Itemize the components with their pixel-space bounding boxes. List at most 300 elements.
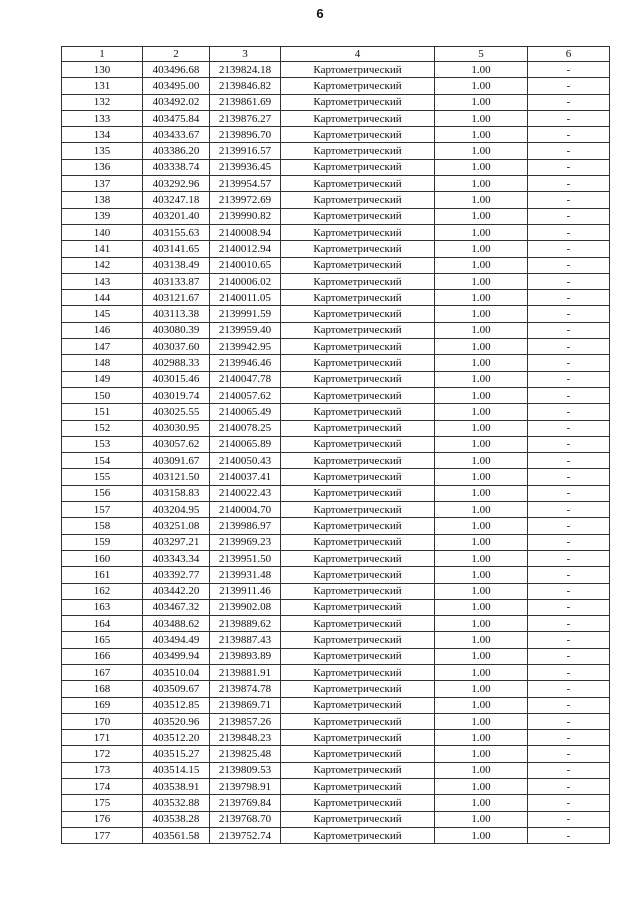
method-cell: Картометрический [281, 746, 435, 762]
y-coordinate-cell: 2139876.27 [210, 110, 281, 126]
x-coordinate-cell: 402988.33 [143, 355, 210, 371]
table-row [62, 762, 610, 778]
y-coordinate-cell: 2140047.78 [210, 371, 281, 387]
x-coordinate-cell: 403538.91 [143, 779, 210, 795]
table-body [62, 62, 610, 844]
precision-cell: 1.00 [435, 632, 528, 648]
y-coordinate-cell: 2140012.94 [210, 241, 281, 257]
method-cell: Картометрический [281, 355, 435, 371]
point-number-cell: 136 [62, 159, 143, 175]
x-coordinate-cell: 403538.28 [143, 811, 210, 827]
precision-cell: 1.00 [435, 273, 528, 289]
y-coordinate-cell: 2139825.48 [210, 746, 281, 762]
table-row [62, 436, 610, 452]
precision-cell: 1.00 [435, 241, 528, 257]
y-coordinate-cell: 2139889.62 [210, 616, 281, 632]
note-cell: - [528, 290, 610, 306]
y-coordinate-cell: 2139768.70 [210, 811, 281, 827]
precision-cell: 1.00 [435, 469, 528, 485]
method-cell: Картометрический [281, 762, 435, 778]
method-cell: Картометрический [281, 713, 435, 729]
x-coordinate-cell: 403532.88 [143, 795, 210, 811]
point-number-cell: 143 [62, 273, 143, 289]
point-number-cell: 146 [62, 322, 143, 338]
x-coordinate-cell: 403080.39 [143, 322, 210, 338]
method-cell: Картометрический [281, 534, 435, 550]
note-cell: - [528, 78, 610, 94]
x-coordinate-cell: 403561.58 [143, 827, 210, 843]
note-cell: - [528, 355, 610, 371]
y-coordinate-cell: 2139936.45 [210, 159, 281, 175]
x-coordinate-cell: 403158.83 [143, 485, 210, 501]
point-number-cell: 155 [62, 469, 143, 485]
table-row [62, 94, 610, 110]
x-coordinate-cell: 403510.04 [143, 664, 210, 680]
x-coordinate-cell: 403496.68 [143, 62, 210, 78]
method-cell: Картометрический [281, 616, 435, 632]
point-number-cell: 173 [62, 762, 143, 778]
page-number: 6 [316, 6, 324, 21]
table-row [62, 664, 610, 680]
method-cell: Картометрический [281, 730, 435, 746]
x-coordinate-cell: 403025.55 [143, 404, 210, 420]
x-coordinate-cell: 403141.65 [143, 241, 210, 257]
point-number-cell: 161 [62, 567, 143, 583]
column-header: 5 [435, 47, 528, 62]
table-row [62, 811, 610, 827]
table-row [62, 453, 610, 469]
point-number-cell: 156 [62, 485, 143, 501]
note-cell: - [528, 762, 610, 778]
precision-cell: 1.00 [435, 322, 528, 338]
note-cell: - [528, 224, 610, 240]
x-coordinate-cell: 403512.85 [143, 697, 210, 713]
y-coordinate-cell: 2140078.25 [210, 420, 281, 436]
precision-cell: 1.00 [435, 599, 528, 615]
precision-cell: 1.00 [435, 648, 528, 664]
note-cell: - [528, 339, 610, 355]
y-coordinate-cell: 2140008.94 [210, 224, 281, 240]
precision-cell: 1.00 [435, 485, 528, 501]
note-cell: - [528, 648, 610, 664]
method-cell: Картометрический [281, 404, 435, 420]
note-cell: - [528, 746, 610, 762]
column-header: 4 [281, 47, 435, 62]
y-coordinate-cell: 2139916.57 [210, 143, 281, 159]
note-cell: - [528, 404, 610, 420]
precision-cell: 1.00 [435, 681, 528, 697]
y-coordinate-cell: 2139972.69 [210, 192, 281, 208]
note-cell: - [528, 257, 610, 273]
table-row [62, 469, 610, 485]
x-coordinate-cell: 403201.40 [143, 208, 210, 224]
point-number-cell: 154 [62, 453, 143, 469]
y-coordinate-cell: 2140004.70 [210, 502, 281, 518]
method-cell: Картометрический [281, 110, 435, 126]
precision-cell: 1.00 [435, 62, 528, 78]
y-coordinate-cell: 2139959.40 [210, 322, 281, 338]
note-cell: - [528, 681, 610, 697]
x-coordinate-cell: 403057.62 [143, 436, 210, 452]
x-coordinate-cell: 403475.84 [143, 110, 210, 126]
x-coordinate-cell: 403121.50 [143, 469, 210, 485]
point-number-cell: 171 [62, 730, 143, 746]
method-cell: Картометрический [281, 599, 435, 615]
precision-cell: 1.00 [435, 827, 528, 843]
method-cell: Картометрический [281, 681, 435, 697]
precision-cell: 1.00 [435, 436, 528, 452]
point-number-cell: 153 [62, 436, 143, 452]
note-cell: - [528, 159, 610, 175]
point-number-cell: 147 [62, 339, 143, 355]
y-coordinate-cell: 2139942.95 [210, 339, 281, 355]
x-coordinate-cell: 403121.67 [143, 290, 210, 306]
method-cell: Картометрический [281, 143, 435, 159]
table-row [62, 208, 610, 224]
x-coordinate-cell: 403015.46 [143, 371, 210, 387]
table-row [62, 632, 610, 648]
table-row [62, 746, 610, 762]
point-number-cell: 166 [62, 648, 143, 664]
table-row [62, 78, 610, 94]
precision-cell: 1.00 [435, 518, 528, 534]
point-number-cell: 165 [62, 632, 143, 648]
method-cell: Картометрический [281, 518, 435, 534]
point-number-cell: 140 [62, 224, 143, 240]
point-number-cell: 169 [62, 697, 143, 713]
note-cell: - [528, 697, 610, 713]
precision-cell: 1.00 [435, 127, 528, 143]
table-row [62, 322, 610, 338]
table-row [62, 599, 610, 615]
precision-cell: 1.00 [435, 371, 528, 387]
x-coordinate-cell: 403297.21 [143, 534, 210, 550]
note-cell: - [528, 94, 610, 110]
precision-cell: 1.00 [435, 306, 528, 322]
point-number-cell: 157 [62, 502, 143, 518]
method-cell: Картометрический [281, 224, 435, 240]
method-cell: Картометрический [281, 469, 435, 485]
y-coordinate-cell: 2139769.84 [210, 795, 281, 811]
method-cell: Картометрический [281, 127, 435, 143]
method-cell: Картометрический [281, 257, 435, 273]
precision-cell: 1.00 [435, 192, 528, 208]
point-number-cell: 163 [62, 599, 143, 615]
method-cell: Картометрический [281, 811, 435, 827]
table-row [62, 550, 610, 566]
precision-cell: 1.00 [435, 94, 528, 110]
method-cell: Картометрический [281, 78, 435, 94]
note-cell: - [528, 453, 610, 469]
point-number-cell: 167 [62, 664, 143, 680]
x-coordinate-cell: 403037.60 [143, 339, 210, 355]
point-number-cell: 142 [62, 257, 143, 273]
y-coordinate-cell: 2139848.23 [210, 730, 281, 746]
x-coordinate-cell: 403492.02 [143, 94, 210, 110]
note-cell: - [528, 534, 610, 550]
note-cell: - [528, 599, 610, 615]
point-number-cell: 145 [62, 306, 143, 322]
table-row [62, 697, 610, 713]
precision-cell: 1.00 [435, 224, 528, 240]
x-coordinate-cell: 403251.08 [143, 518, 210, 534]
table-row [62, 339, 610, 355]
precision-cell: 1.00 [435, 355, 528, 371]
note-cell: - [528, 127, 610, 143]
table-row [62, 257, 610, 273]
point-number-cell: 175 [62, 795, 143, 811]
precision-cell: 1.00 [435, 78, 528, 94]
point-number-cell: 174 [62, 779, 143, 795]
method-cell: Картометрический [281, 502, 435, 518]
method-cell: Картометрический [281, 795, 435, 811]
point-number-cell: 170 [62, 713, 143, 729]
point-number-cell: 137 [62, 176, 143, 192]
method-cell: Картометрический [281, 208, 435, 224]
y-coordinate-cell: 2139846.82 [210, 78, 281, 94]
table-row [62, 404, 610, 420]
y-coordinate-cell: 2140037.41 [210, 469, 281, 485]
method-cell: Картометрический [281, 827, 435, 843]
x-coordinate-cell: 403133.87 [143, 273, 210, 289]
table-row [62, 355, 610, 371]
point-number-cell: 160 [62, 550, 143, 566]
x-coordinate-cell: 403030.95 [143, 420, 210, 436]
column-header: 6 [528, 47, 610, 62]
note-cell: - [528, 273, 610, 289]
x-coordinate-cell: 403247.18 [143, 192, 210, 208]
method-cell: Картометрический [281, 176, 435, 192]
note-cell: - [528, 518, 610, 534]
x-coordinate-cell: 403338.74 [143, 159, 210, 175]
x-coordinate-cell: 403509.67 [143, 681, 210, 697]
table-row [62, 224, 610, 240]
y-coordinate-cell: 2139798.91 [210, 779, 281, 795]
x-coordinate-cell: 403386.20 [143, 143, 210, 159]
table-row [62, 62, 610, 78]
table-header-row [62, 47, 610, 62]
method-cell: Картометрический [281, 241, 435, 257]
point-number-cell: 172 [62, 746, 143, 762]
point-number-cell: 133 [62, 110, 143, 126]
y-coordinate-cell: 2139954.57 [210, 176, 281, 192]
y-coordinate-cell: 2140006.02 [210, 273, 281, 289]
note-cell: - [528, 371, 610, 387]
point-number-cell: 149 [62, 371, 143, 387]
point-number-cell: 131 [62, 78, 143, 94]
precision-cell: 1.00 [435, 730, 528, 746]
method-cell: Картометрический [281, 339, 435, 355]
x-coordinate-cell: 403113.38 [143, 306, 210, 322]
x-coordinate-cell: 403512.20 [143, 730, 210, 746]
note-cell: - [528, 664, 610, 680]
y-coordinate-cell: 2140050.43 [210, 453, 281, 469]
note-cell: - [528, 387, 610, 403]
x-coordinate-cell: 403499.94 [143, 648, 210, 664]
x-coordinate-cell: 403204.95 [143, 502, 210, 518]
precision-cell: 1.00 [435, 550, 528, 566]
precision-cell: 1.00 [435, 616, 528, 632]
x-coordinate-cell: 403138.49 [143, 257, 210, 273]
coordinates-table [61, 46, 610, 844]
table-row [62, 371, 610, 387]
x-coordinate-cell: 403091.67 [143, 453, 210, 469]
y-coordinate-cell: 2139911.46 [210, 583, 281, 599]
table-row [62, 616, 610, 632]
column-header: 3 [210, 47, 281, 62]
note-cell: - [528, 469, 610, 485]
x-coordinate-cell: 403514.15 [143, 762, 210, 778]
note-cell: - [528, 176, 610, 192]
precision-cell: 1.00 [435, 762, 528, 778]
method-cell: Картометрический [281, 648, 435, 664]
precision-cell: 1.00 [435, 502, 528, 518]
note-cell: - [528, 616, 610, 632]
method-cell: Картометрический [281, 697, 435, 713]
y-coordinate-cell: 2139809.53 [210, 762, 281, 778]
y-coordinate-cell: 2139951.50 [210, 550, 281, 566]
table-row [62, 159, 610, 175]
table-row [62, 143, 610, 159]
precision-cell: 1.00 [435, 664, 528, 680]
point-number-cell: 135 [62, 143, 143, 159]
note-cell: - [528, 436, 610, 452]
y-coordinate-cell: 2139881.91 [210, 664, 281, 680]
point-number-cell: 164 [62, 616, 143, 632]
point-number-cell: 134 [62, 127, 143, 143]
x-coordinate-cell: 403495.00 [143, 78, 210, 94]
x-coordinate-cell: 403392.77 [143, 567, 210, 583]
precision-cell: 1.00 [435, 534, 528, 550]
y-coordinate-cell: 2139946.46 [210, 355, 281, 371]
y-coordinate-cell: 2139991.59 [210, 306, 281, 322]
note-cell: - [528, 811, 610, 827]
precision-cell: 1.00 [435, 779, 528, 795]
x-coordinate-cell: 403343.34 [143, 550, 210, 566]
table-row [62, 290, 610, 306]
y-coordinate-cell: 2139990.82 [210, 208, 281, 224]
y-coordinate-cell: 2139931.48 [210, 567, 281, 583]
point-number-cell: 148 [62, 355, 143, 371]
x-coordinate-cell: 403488.62 [143, 616, 210, 632]
point-number-cell: 141 [62, 241, 143, 257]
precision-cell: 1.00 [435, 257, 528, 273]
precision-cell: 1.00 [435, 453, 528, 469]
y-coordinate-cell: 2139986.97 [210, 518, 281, 534]
precision-cell: 1.00 [435, 811, 528, 827]
method-cell: Картометрический [281, 387, 435, 403]
column-header: 2 [143, 47, 210, 62]
y-coordinate-cell: 2139969.23 [210, 534, 281, 550]
precision-cell: 1.00 [435, 404, 528, 420]
precision-cell: 1.00 [435, 713, 528, 729]
table-row [62, 567, 610, 583]
point-number-cell: 144 [62, 290, 143, 306]
y-coordinate-cell: 2139824.18 [210, 62, 281, 78]
precision-cell: 1.00 [435, 387, 528, 403]
method-cell: Картометрический [281, 664, 435, 680]
note-cell: - [528, 730, 610, 746]
precision-cell: 1.00 [435, 176, 528, 192]
table-row [62, 583, 610, 599]
y-coordinate-cell: 2140010.65 [210, 257, 281, 273]
x-coordinate-cell: 403520.96 [143, 713, 210, 729]
point-number-cell: 168 [62, 681, 143, 697]
method-cell: Картометрический [281, 485, 435, 501]
method-cell: Картометрический [281, 436, 435, 452]
x-coordinate-cell: 403019.74 [143, 387, 210, 403]
method-cell: Картометрический [281, 94, 435, 110]
method-cell: Картометрический [281, 453, 435, 469]
point-number-cell: 162 [62, 583, 143, 599]
precision-cell: 1.00 [435, 290, 528, 306]
precision-cell: 1.00 [435, 567, 528, 583]
table-row [62, 795, 610, 811]
table-row [62, 127, 610, 143]
precision-cell: 1.00 [435, 208, 528, 224]
point-number-cell: 138 [62, 192, 143, 208]
note-cell: - [528, 110, 610, 126]
precision-cell: 1.00 [435, 339, 528, 355]
method-cell: Картометрический [281, 632, 435, 648]
note-cell: - [528, 827, 610, 843]
y-coordinate-cell: 2139874.78 [210, 681, 281, 697]
method-cell: Картометрический [281, 420, 435, 436]
table-row [62, 176, 610, 192]
method-cell: Картометрический [281, 550, 435, 566]
y-coordinate-cell: 2140022.43 [210, 485, 281, 501]
y-coordinate-cell: 2139893.89 [210, 648, 281, 664]
x-coordinate-cell: 403155.63 [143, 224, 210, 240]
point-number-cell: 158 [62, 518, 143, 534]
y-coordinate-cell: 2139861.69 [210, 94, 281, 110]
x-coordinate-cell: 403467.32 [143, 599, 210, 615]
table-row [62, 518, 610, 534]
precision-cell: 1.00 [435, 420, 528, 436]
method-cell: Картометрический [281, 62, 435, 78]
note-cell: - [528, 420, 610, 436]
y-coordinate-cell: 2140057.62 [210, 387, 281, 403]
y-coordinate-cell: 2139902.08 [210, 599, 281, 615]
y-coordinate-cell: 2140065.89 [210, 436, 281, 452]
precision-cell: 1.00 [435, 159, 528, 175]
table-row [62, 502, 610, 518]
y-coordinate-cell: 2139887.43 [210, 632, 281, 648]
method-cell: Картометрический [281, 192, 435, 208]
method-cell: Картометрический [281, 159, 435, 175]
method-cell: Картометрический [281, 322, 435, 338]
note-cell: - [528, 779, 610, 795]
x-coordinate-cell: 403433.67 [143, 127, 210, 143]
table-row [62, 485, 610, 501]
precision-cell: 1.00 [435, 746, 528, 762]
method-cell: Картометрический [281, 273, 435, 289]
table-row [62, 730, 610, 746]
point-number-cell: 151 [62, 404, 143, 420]
method-cell: Картометрический [281, 290, 435, 306]
table-row [62, 387, 610, 403]
precision-cell: 1.00 [435, 110, 528, 126]
x-coordinate-cell: 403292.96 [143, 176, 210, 192]
point-number-cell: 132 [62, 94, 143, 110]
point-number-cell: 150 [62, 387, 143, 403]
table-row [62, 110, 610, 126]
table-row [62, 192, 610, 208]
method-cell: Картометрический [281, 306, 435, 322]
note-cell: - [528, 485, 610, 501]
y-coordinate-cell: 2139869.71 [210, 697, 281, 713]
column-header: 1 [62, 47, 143, 62]
